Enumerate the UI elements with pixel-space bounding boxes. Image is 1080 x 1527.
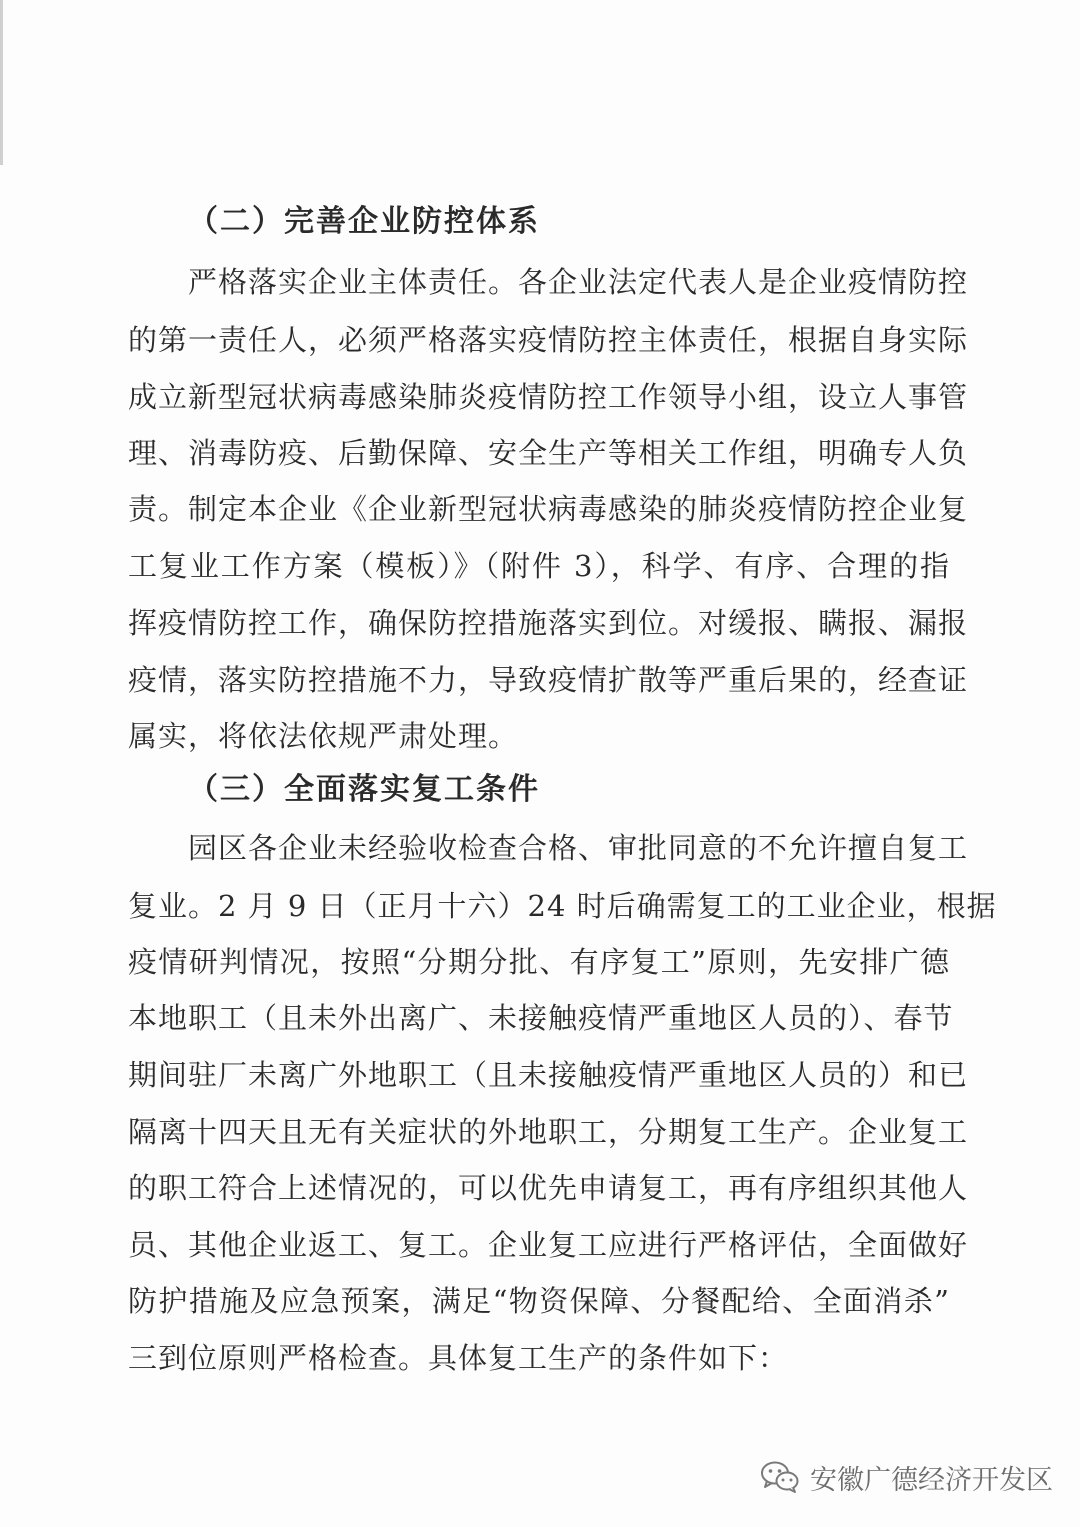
paragraph-line: 严格落实企业主体责任。各企业法定代表人是企业疫情防控 — [188, 265, 969, 299]
scan-edge — [0, 0, 3, 165]
paragraph-line: 防护措施及应急预案，满足“物资保障、分餐配给、全面消杀” — [128, 1284, 950, 1318]
paragraph-line: 员、其他企业返工、复工。企业复工应进行严格评估，全面做好 — [128, 1228, 969, 1262]
paragraph-line: 三到位原则严格检查。具体复工生产的条件如下： — [128, 1341, 789, 1375]
paragraph-line: 的职工符合上述情况的，可以优先申请复工，再有序组织其他人 — [128, 1171, 969, 1205]
watermark-text: 安徽广德经济开发区 — [810, 1464, 1053, 1496]
paragraph-line: 复业。2 月 9 日（正月十六）24 时后确需复工的工业企业，根据 — [128, 889, 997, 923]
paragraph-line: 属实，将依法依规严肃处理。 — [128, 719, 519, 753]
paragraph-line: 疫情研判情况，按照“分期分批、有序复工”原则，先安排广德 — [128, 945, 950, 979]
wechat-icon — [760, 1460, 800, 1494]
paragraph-line: 挥疫情防控工作，确保防控措施落实到位。对缓报、瞒报、漏报 — [128, 606, 969, 640]
paragraph-line: 本地职工（且未外出离广、未接触疫情严重地区人员的）、春节 — [128, 1001, 954, 1035]
paragraph-line: 隔离十四天且无有关症状的外地职工，分期复工生产。企业复工 — [128, 1115, 969, 1149]
paragraph-line: 责。制定本企业《企业新型冠状病毒感染的肺炎疫情防控企业复 — [128, 492, 969, 526]
wechat-watermark — [760, 1455, 1053, 1499]
paragraph-line: 园区各企业未经验收检查合格、审批同意的不允许擅自复工 — [188, 831, 969, 865]
paragraph-line: 理、消毒防疫、后勤保障、安全生产等相关工作组，明确专人负 — [128, 436, 969, 470]
section-3-heading: （三）全面落实复工条件 — [188, 772, 540, 807]
paragraph-line: 成立新型冠状病毒感染肺炎疫情防控工作领导小组，设立人事管 — [128, 380, 969, 414]
paragraph-line: 的第一责任人，必须严格落实疫情防控主体责任，根据自身实际 — [128, 323, 969, 357]
paragraph-line: 工复业工作方案（模板）》（附件 3），科学、有序、合理的指 — [128, 549, 950, 583]
section-2-heading: （二）完善企业防控体系 — [188, 204, 540, 239]
paragraph-line: 疫情，落实防控措施不力，导致疫情扩散等严重后果的，经查证 — [128, 663, 969, 697]
paragraph-line: 期间驻厂未离广外地职工（且未接触疫情严重地区人员的）和已 — [128, 1058, 969, 1092]
